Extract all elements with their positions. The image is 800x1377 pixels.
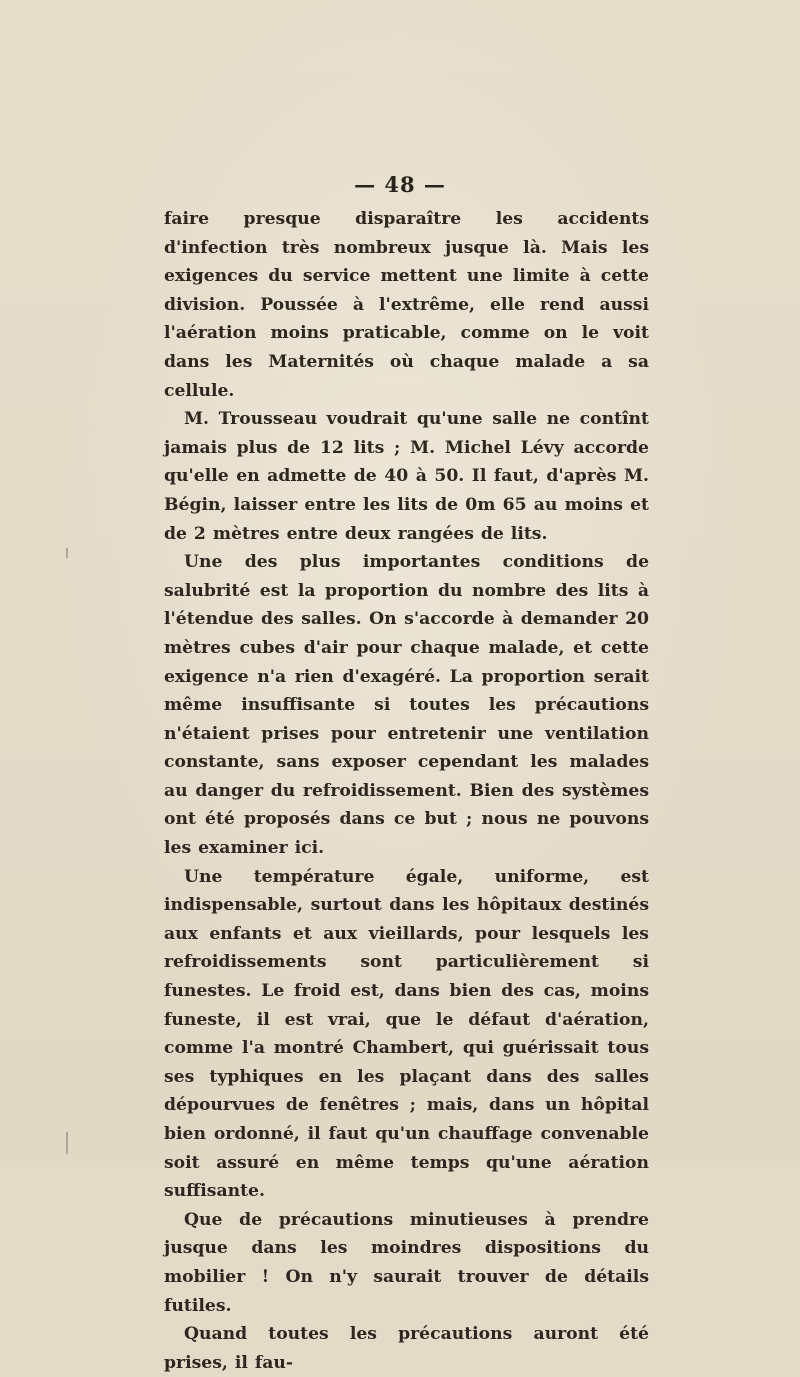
paragraph-5: Que de précautions minutieuses à prendre jusque dans les moindres dispositions du mobilier ! On n'y saurait trouver de détails futiles.: [164, 1209, 649, 1316]
paragraph-3: Une des plus importantes conditions de salubrité est la proportion du nombre des lits à l'étendue des salles. On s'accorde à demander 20 mètres cubes d'air pour chaque malade, et cette exigence n'a rien d'exagéré. La proportion serait même insuffisante si toutes les précautions n'étaient prises pour entretenir une ventilation constante, sans exposer cependant les malades au danger du refroidissement. Bien des systèmes ont été proposés dans ce but ; nous ne pouvons les examiner ici.: [164, 552, 649, 859]
body-text: [164, 205, 649, 1377]
page-number-header: — 48 —: [354, 172, 446, 197]
margin-mark: [66, 1132, 68, 1154]
paragraph-1: faire presque disparaître les accidents d'infection très nombreux jusque là. Mais les exigences du service mettent une limite à cette division. Poussée à l'extrême, elle rend aussi l'aération moins praticable, comme on le voit dans les Maternités où chaque malade a sa cellule.: [164, 209, 649, 401]
paragraph-6: Quand toutes les précautions auront été prises, il fau-: [164, 1324, 649, 1373]
paragraph-4: Une température égale, uniforme, est indispensable, surtout dans les hôpitaux destinés aux enfants et aux vieillards, pour lesquels les refroidissements sont particulièrement si funestes. Le froid est, dans bien des cas, moins funeste, il est vrai, que le défaut d'aération, comme l'a montré Chambert, qui guérissait tous ses typhiques en les plaçant dans des salles dépourvues de fenêtres ; mais, dans un hôpital bien ordonné, il faut qu'un chauffage convenable soit assuré en même temps qu'une aération suffisante.: [164, 866, 649, 1202]
margin-mark: [66, 548, 68, 558]
paragraph-2: M. Trousseau voudrait qu'une salle ne contînt jamais plus de 12 lits ; M. Michel Lévy accorde qu'elle en admette de 40 à 50. Il faut, d'après M. Bégin, laisser entre les lits de 0m 65 au moins et de 2 mètres entre deux rangées de lits.: [164, 409, 649, 544]
